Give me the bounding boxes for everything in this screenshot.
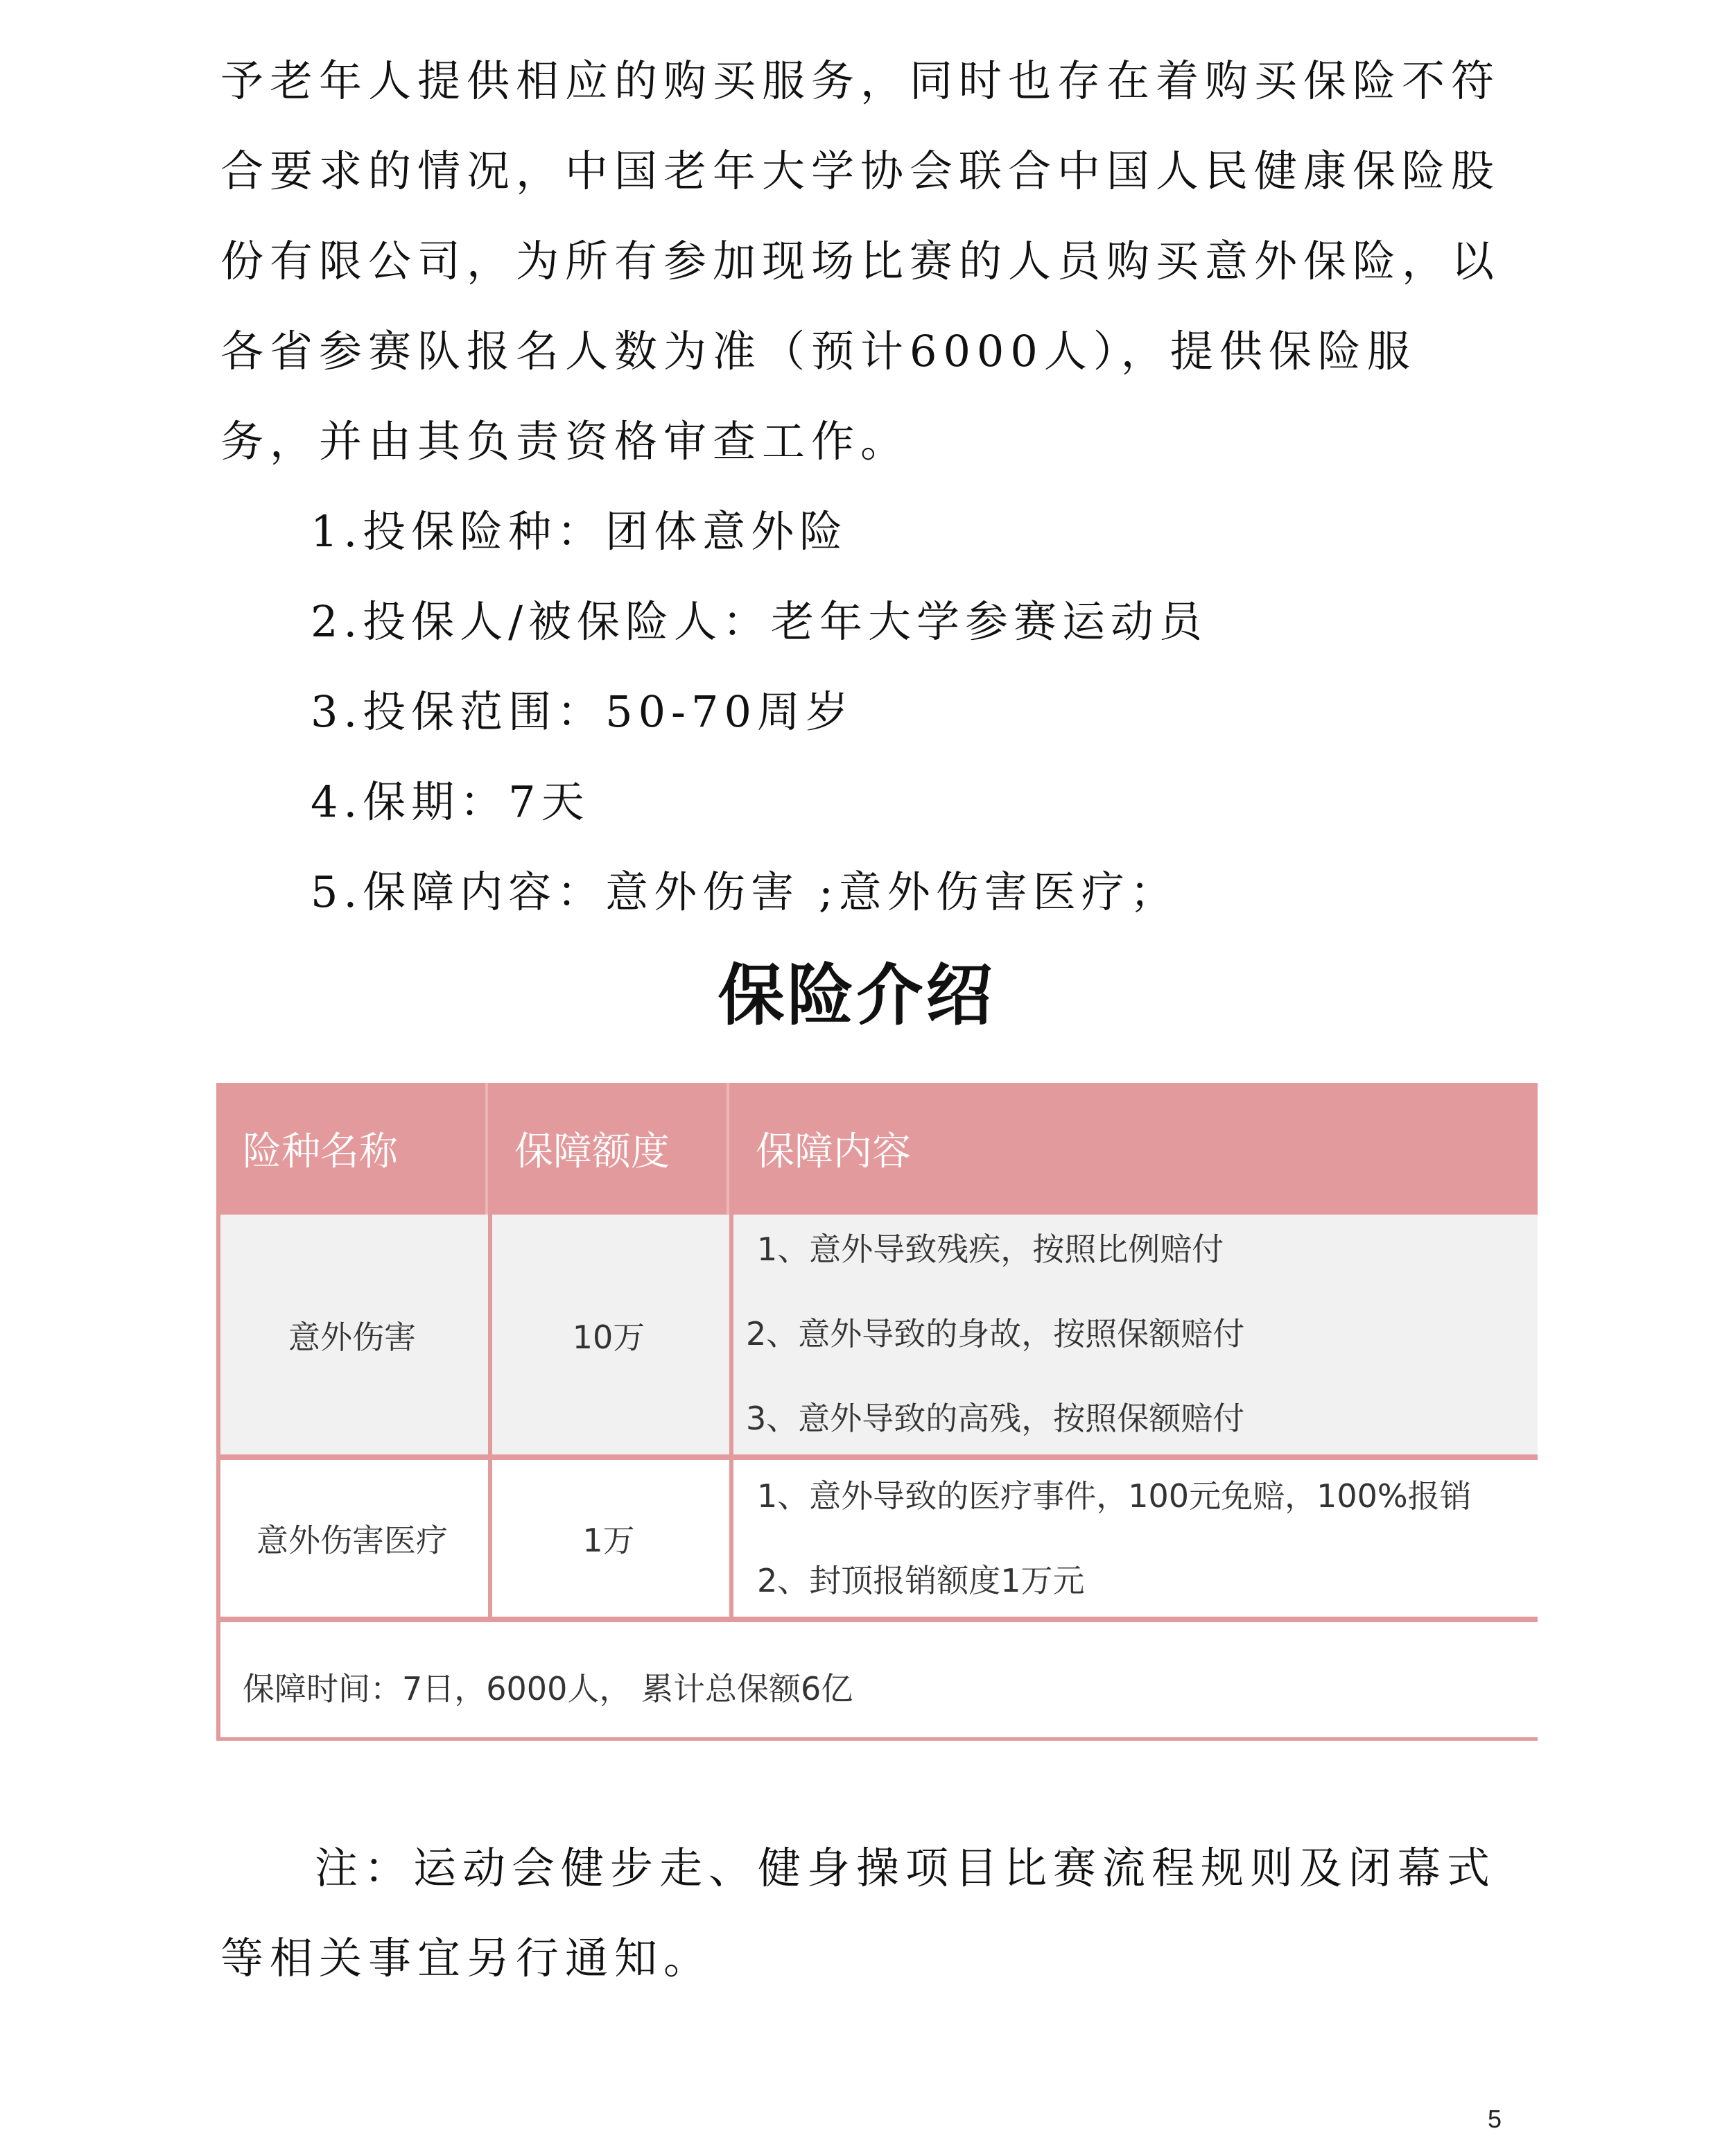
row1-content-3: 3、意外导致的高残，按照保额赔付 <box>746 1400 1245 1437</box>
row1-content-1: 1、意外导致残疾，按照比例赔付 <box>757 1231 1224 1268</box>
row2-name: 意外伤害医疗 <box>256 1522 448 1559</box>
table-footer: 保障时间：7日，6000人， 累计总保额6亿 <box>243 1670 853 1707</box>
row-divider <box>216 1617 1538 1622</box>
row2-amount: 1万 <box>582 1522 635 1559</box>
table-header-content <box>729 1083 1538 1215</box>
col-divider <box>488 1215 492 1617</box>
list-item-1: 1.投保险种：团体意外险 <box>311 506 849 557</box>
row1-content-2: 2、意外导致的身故，按照保额赔付 <box>746 1315 1245 1353</box>
list-item-2: 2.投保人/被保险人：老年大学参赛运动员 <box>311 596 1208 647</box>
note-paragraph: 注：运动会健步走、健身操项目比赛流程规则及闭幕式等相关事宜另行通知。 <box>220 1843 1497 1983</box>
row1-amount: 10万 <box>572 1319 645 1356</box>
list-item-4: 4.保期：7天 <box>311 776 590 827</box>
row2-content-1: 1、意外导致的医疗事件，100元免赔，100%报销 <box>757 1477 1472 1515</box>
col-divider <box>729 1215 733 1617</box>
header-label-amount: 保障额度 <box>514 1129 670 1174</box>
list-item-5: 5.保障内容：意外伤害 ;意外伤害医疗； <box>311 867 1179 917</box>
row-divider <box>216 1454 1538 1460</box>
intro-paragraph: 予老年人提供相应的购买服务，同时也存在着购买保险不符合要求的情况，中国老年大学协会联合中国人民健康保险股份有限公司，为所有参加现场比赛的人员购买意外保险，以各省参赛队报名人数为准（预计6000人），提供保险服务，并由其负责资格审查工作。 <box>220 55 1501 467</box>
table-header-amount <box>488 1083 727 1215</box>
page-number: 5 <box>1488 2105 1502 2133</box>
row1-name: 意外伤害 <box>288 1319 416 1356</box>
row2-content-2: 2、封顶报销额度1万元 <box>757 1562 1085 1599</box>
header-label-name: 险种名称 <box>243 1129 398 1174</box>
header-divider <box>727 1083 729 1215</box>
table-header-name <box>216 1083 485 1215</box>
table-bottom-border <box>216 1737 1538 1741</box>
section-title: 保险介绍 <box>718 957 995 1034</box>
header-divider <box>485 1083 488 1215</box>
list-item-3: 3.投保范围：50-70周岁 <box>311 686 854 737</box>
header-label-content: 保障内容 <box>756 1129 911 1174</box>
table-left-border <box>216 1215 220 1741</box>
